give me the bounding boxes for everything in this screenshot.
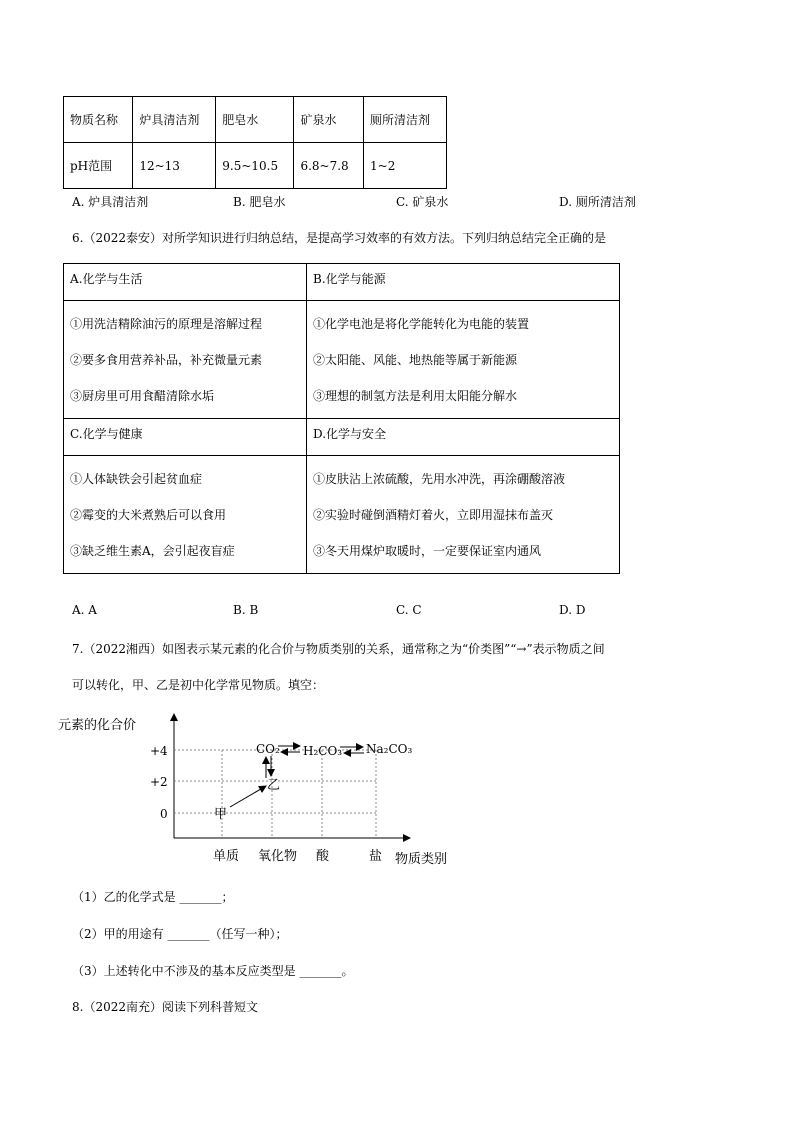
list-item: ①人体缺铁会引起贫血症 <box>70 472 203 486</box>
q6-option-a[interactable]: A. A <box>72 603 97 617</box>
q6-option-c[interactable]: C. C <box>396 603 422 617</box>
x-tick-label: 单质 <box>213 849 240 864</box>
valence-category-chart <box>0 700 480 870</box>
table-header: 矿泉水 <box>294 97 364 143</box>
q6-d-title: D.化学与安全 <box>307 419 620 456</box>
table-header: 厕所清洁剂 <box>364 97 447 143</box>
q5-option-b[interactable]: B. 肥皂水 <box>233 195 286 209</box>
q7-stem-line1: 7.（2022湘西）如图表示某元素的化合价与物质类别的关系，通常称之为“价类图”“→”表示物质之间 <box>72 642 605 656</box>
q7-sub1: （1）乙的化学式是 _______； <box>72 890 234 904</box>
list-item: ②太阳能、风能、地热能等属于新能源 <box>313 353 518 367</box>
gridlines <box>174 750 376 838</box>
node-yi: 乙 <box>267 778 281 793</box>
table-header: 炉具清洁剂 <box>133 97 216 143</box>
q7-sub3: （3）上述转化中不涉及的基本反应类型是 _______。 <box>72 964 354 978</box>
q6-stem: 6.（2022泰安）对所学知识进行归纳总结，是提高学习效率的有效方法。下列归纳总结完全正确的是 <box>72 231 606 245</box>
list-item: ③厨房里可用食醋清除水垢 <box>70 389 215 403</box>
q5-option-c[interactable]: C. 矿泉水 <box>396 195 449 209</box>
x-axis-label: 物质类别 <box>395 852 448 867</box>
list-item: ③理想的制氢方法是利用太阳能分解水 <box>313 389 518 403</box>
list-item: ①用洗洁精除油污的原理是溶解过程 <box>70 317 263 331</box>
node-jia: 甲 <box>214 807 228 822</box>
q6-option-d[interactable]: D. D <box>559 603 586 617</box>
node-na2co3: Na₂CO₃ <box>366 742 413 756</box>
x-tick-label: 氧化物 <box>258 849 298 864</box>
y-tick-label: +2 <box>150 775 168 789</box>
q5-option-a[interactable]: A. 炉具清洁剂 <box>72 195 149 209</box>
q6-c-items <box>64 456 307 574</box>
q6-c-title: C.化学与健康 <box>64 419 307 456</box>
list-item: ①化学电池是将化学能转化为电能的装置 <box>313 317 530 331</box>
q6-option-b[interactable]: B. B <box>233 603 259 617</box>
table-cell: pH范围 <box>64 143 133 189</box>
q6-d-items <box>307 456 620 574</box>
ph-table <box>63 96 447 189</box>
list-item: ③冬天用煤炉取暖时，一定要保证室内通风 <box>313 544 542 558</box>
x-tick-label: 酸 <box>316 849 330 864</box>
node-h2co3: H₂CO₃ <box>303 744 343 758</box>
y-tick-label: 0 <box>160 807 168 821</box>
table-cell: 1~2 <box>364 143 447 189</box>
q6-a-title: A.化学与生活 <box>64 264 307 301</box>
table-cell: 6.8~7.8 <box>294 143 364 189</box>
y-tick-label: +4 <box>150 744 168 758</box>
q5-option-d[interactable]: D. 厕所清洁剂 <box>559 195 636 209</box>
node-co2: CO₂ <box>256 742 280 756</box>
y-axis-label: 元素的化合价 <box>58 718 137 733</box>
q6-a-items <box>64 301 307 419</box>
q8-stem: 8.（2022南充）阅读下列科普短文 <box>72 1000 258 1014</box>
list-item: ②要多食用营养补品，补充微量元素 <box>70 353 263 367</box>
list-item: ③缺乏维生素A，会引起夜盲症 <box>70 544 235 558</box>
q7-stem-line2: 可以转化，甲、乙是初中化学常见物质。填空： <box>72 678 325 692</box>
table-header: 肥皂水 <box>216 97 294 143</box>
q6-b-items <box>307 301 620 419</box>
q6-table <box>63 263 620 574</box>
list-item: ②霉变的大米煮熟后可以食用 <box>70 508 227 522</box>
list-item: ①皮肤沾上浓硫酸，先用水冲洗，再涂硼酸溶液 <box>313 472 566 486</box>
transform-arrows <box>230 746 364 807</box>
q7-sub2: （2）甲的用途有 _______（任写一种）； <box>72 927 288 941</box>
table-cell: 12~13 <box>133 143 216 189</box>
x-tick-label: 盐 <box>369 849 383 864</box>
arrow-jia-to-yi <box>230 786 266 807</box>
q6-b-title: B.化学与能源 <box>307 264 620 301</box>
list-item: ②实验时碰倒酒精灯着火，立即用湿抹布盖灭 <box>313 508 554 522</box>
table-cell: 9.5~10.5 <box>216 143 294 189</box>
table-header: 物质名称 <box>64 97 133 143</box>
